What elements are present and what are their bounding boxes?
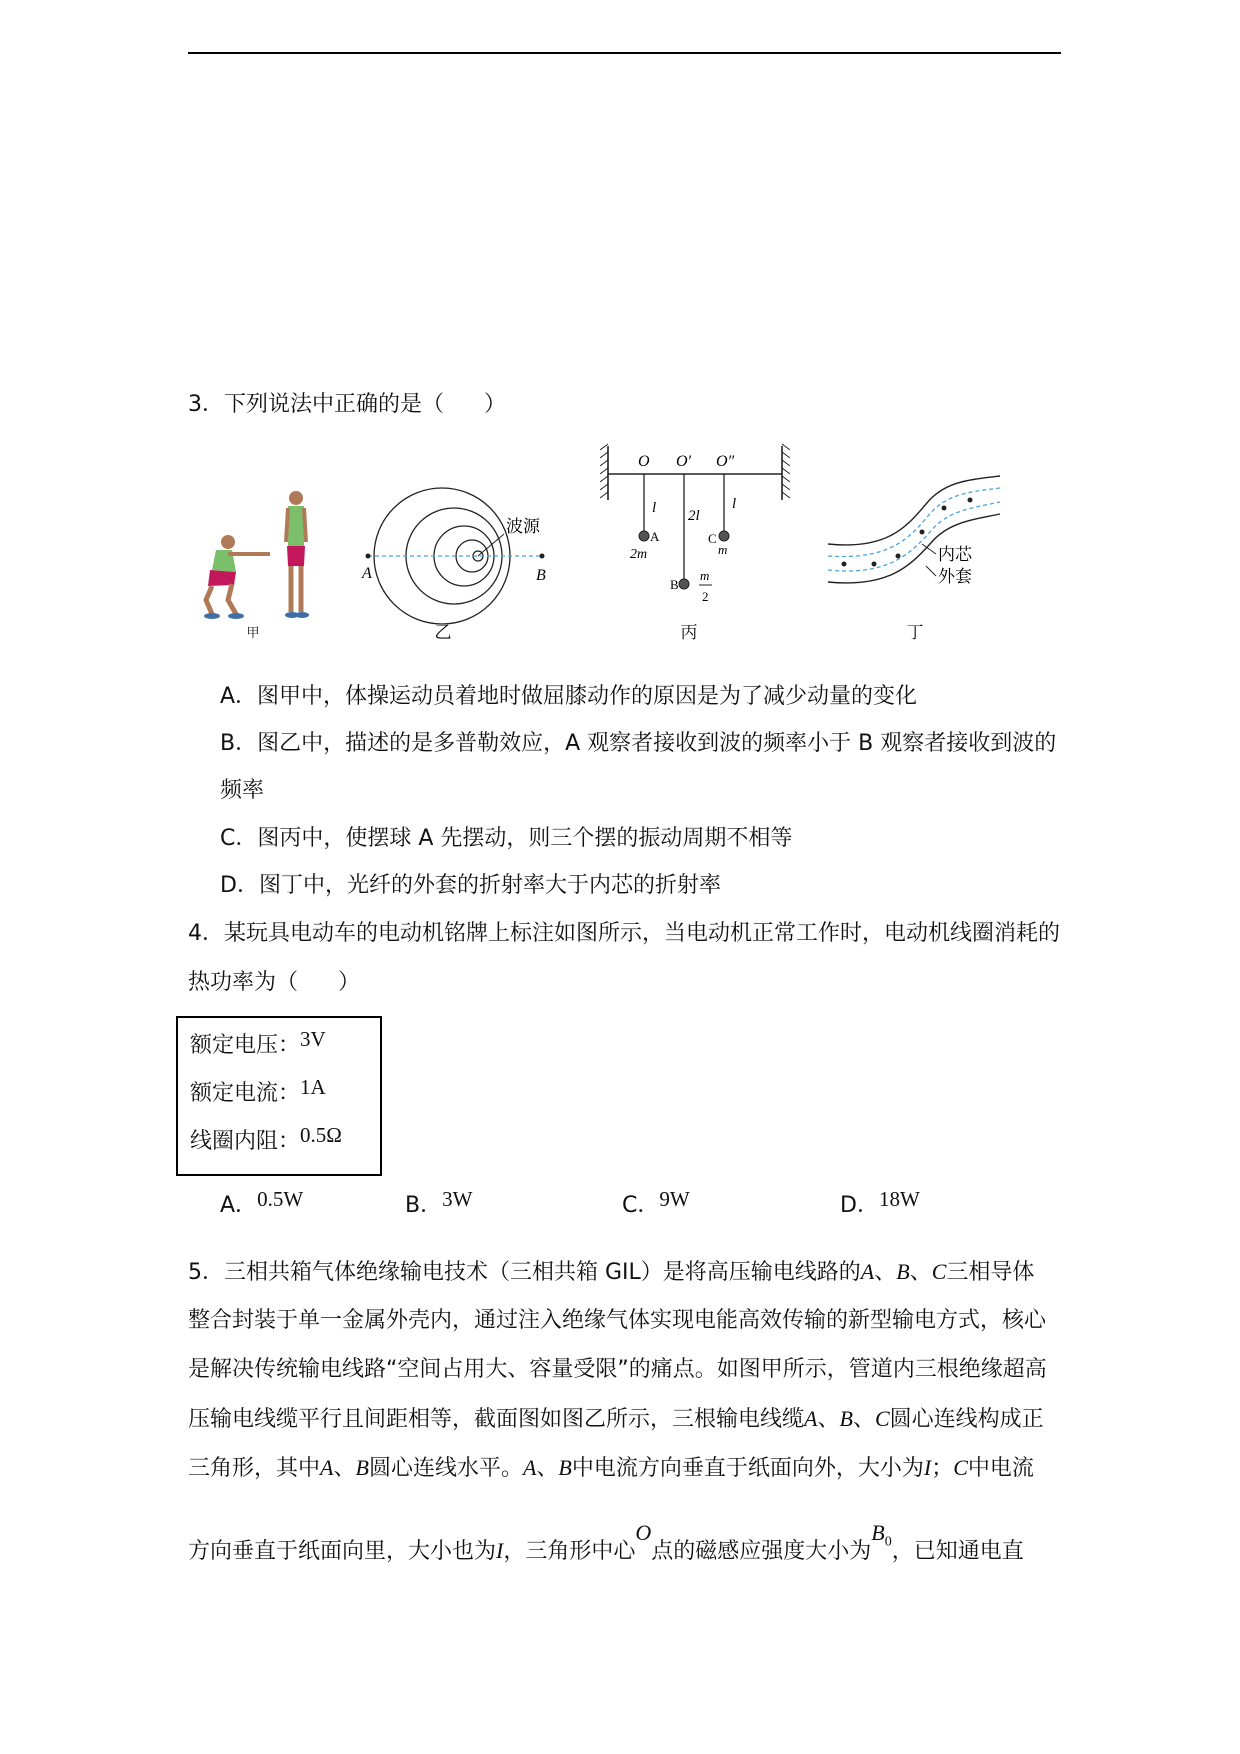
figure-ding-optical-fiber bbox=[826, 470, 1002, 600]
q3-stem bbox=[188, 390, 506, 420]
q5-var-c: C bbox=[931, 1259, 947, 1284]
q4-answer-b-value: 3W bbox=[442, 1187, 473, 1211]
q4-answer-a-label: A． bbox=[220, 1193, 258, 1218]
figure-yi-label-b: B bbox=[536, 567, 546, 584]
q5-line-4-var-a: A bbox=[804, 1406, 818, 1431]
figure-ding-core-label: 内芯 bbox=[938, 545, 972, 565]
q3-stem-close: ） bbox=[484, 392, 507, 417]
figure-bing-label-l1: l bbox=[652, 500, 657, 516]
figure-bing-label-a: A bbox=[650, 529, 660, 544]
q4-answer-c-label: C． bbox=[622, 1193, 660, 1218]
q5-line-6-var-b0 bbox=[871, 1520, 892, 1550]
nameplate-current bbox=[190, 1075, 326, 1109]
q4-answer-a bbox=[220, 1187, 304, 1221]
q5-line-6-var-b0-sub: 0 bbox=[884, 1534, 892, 1550]
q5-line-6-var-b0-base: B bbox=[871, 1520, 885, 1545]
q5-line-5-text-d: ； bbox=[931, 1456, 954, 1481]
q5-line-2: 整合封装于单一金属外壳内，通过注入绝缘气体实现电能高效传输的新型输电方式，核心 bbox=[188, 1308, 1047, 1333]
q4-answer-d bbox=[840, 1187, 920, 1221]
q3-option-d: D．图丁中，光纤的外套的折射率大于内芯的折射率 bbox=[220, 873, 721, 898]
q5-line-6-text-d: ，已知通电直 bbox=[891, 1539, 1024, 1564]
figure-jia-caption: 甲 bbox=[246, 626, 260, 641]
nameplate-resistance bbox=[190, 1123, 342, 1157]
figure-bing-label-2l: 2l bbox=[688, 508, 700, 524]
q3-stem-text: 3．下列说法中正确的是（ bbox=[188, 392, 444, 417]
figure-bing-label-m: m bbox=[718, 542, 728, 557]
q5-line-3: 是解决传统输电线路“空间占用大、容量受限”的痛点。如图甲所示，管道内三根绝缘超高 bbox=[188, 1357, 1047, 1382]
q5-var-b: B bbox=[896, 1259, 910, 1284]
q4-answer-d-value: 18W bbox=[878, 1187, 920, 1211]
q5-line-5-var-b2: B bbox=[558, 1455, 572, 1480]
q5-line-5-var-i: I bbox=[923, 1455, 932, 1480]
figure-yi-caption: 乙 bbox=[434, 623, 452, 643]
q4-answer-b-label: B． bbox=[405, 1193, 443, 1218]
figure-jia-athletes bbox=[188, 490, 318, 620]
figure-yi-label-a: A bbox=[362, 565, 372, 582]
q5-line-6-text-b: ，三角形中心 bbox=[503, 1539, 636, 1564]
q5-line-6-text-a: 方向垂直于纸面向里，大小也为 bbox=[188, 1539, 497, 1564]
figure-bing-caption: 丙 bbox=[680, 623, 698, 643]
motor-nameplate bbox=[176, 1016, 382, 1176]
figure-bing-label-l2: l bbox=[732, 496, 737, 512]
q5-line-5 bbox=[188, 1453, 1034, 1484]
q5-line-4-sep-1: 、 bbox=[817, 1407, 840, 1432]
q5-line-5-text-c: 中电流方向垂直于纸面向外，大小为 bbox=[571, 1456, 924, 1481]
q5-line-4-sep-2: 、 bbox=[852, 1407, 875, 1432]
q5-line-4 bbox=[188, 1404, 1044, 1435]
q4-answer-d-label: D． bbox=[840, 1193, 879, 1218]
q5-line-5-text-b: 圆心连线水平。 bbox=[368, 1456, 523, 1481]
q5-line-5-sep-2: 、 bbox=[536, 1456, 559, 1481]
q5-line-5-var-a2: A bbox=[522, 1455, 537, 1480]
q5-line-1 bbox=[188, 1257, 1034, 1288]
q5-line-4-var-b: B bbox=[839, 1406, 853, 1431]
q3-option-b: B．图乙中，描述的是多普勒效应，A 观察者接收到波的频率小于 B 观察者接收到波的 bbox=[220, 731, 1057, 756]
q5-line-5-sep-1: 、 bbox=[333, 1456, 356, 1481]
q5-line-5-var-b: B bbox=[355, 1455, 369, 1480]
nameplate-current-value: 1A bbox=[300, 1075, 326, 1099]
figure-yi-source-label: 波源 bbox=[506, 517, 540, 536]
nameplate-current-label: 额定电流： bbox=[190, 1081, 301, 1106]
q5-var-a: A bbox=[860, 1259, 875, 1284]
q4-answer-c-value: 9W bbox=[659, 1187, 690, 1211]
figure-bing-label-o-double-prime: O″ bbox=[716, 453, 735, 470]
nameplate-resistance-label: 线圈内阻： bbox=[190, 1129, 301, 1154]
nameplate-voltage-label: 额定电压： bbox=[190, 1033, 301, 1058]
figure-bing-label-m-num: m bbox=[700, 568, 710, 583]
figure-bing-pendulums bbox=[600, 440, 790, 620]
q5-line-5-text-a: 三角形，其中 bbox=[188, 1456, 321, 1481]
figure-bing-label-o-prime: O′ bbox=[676, 453, 692, 470]
q5-line-4-var-c: C bbox=[874, 1406, 890, 1431]
q5-line-6-var-i: I bbox=[496, 1538, 504, 1563]
figure-ding-caption: 丁 bbox=[906, 623, 924, 643]
q4-stem-close: ） bbox=[338, 970, 361, 995]
q5-line-6-text-c: 点的磁感应强度大小为 bbox=[651, 1539, 872, 1564]
q4-stem: 4．某玩具电动车的电动机铭牌上标注如图所示，当电动机正常工作时，电动机线圈消耗的 bbox=[188, 921, 1061, 946]
figure-bing-label-c: C bbox=[708, 531, 717, 546]
nameplate-voltage-value: 3V bbox=[300, 1027, 326, 1051]
q4-stem-cont-text: 热功率为（ bbox=[188, 970, 299, 995]
q5-line-5-var-a: A bbox=[320, 1455, 334, 1480]
q3-option-b-cont: 频率 bbox=[220, 778, 265, 803]
nameplate-resistance-value: 0.5Ω bbox=[300, 1123, 342, 1147]
q5-line-1-sep-1: 、 bbox=[874, 1260, 897, 1285]
header-rule bbox=[188, 52, 1061, 54]
q5-line-5-text-e: 中电流 bbox=[967, 1456, 1034, 1481]
q5-line-1-text-a: 5．三相共箱气体绝缘输电技术（三相共箱 GIL）是将高压输电线路的 bbox=[188, 1260, 861, 1285]
q3-option-a: A．图甲中，体操运动员着地时做屈膝动作的原因是为了减少动量的变化 bbox=[220, 684, 918, 709]
q4-answer-c bbox=[622, 1187, 690, 1221]
figure-bing-label-o: O bbox=[638, 453, 650, 470]
q4-answer-b bbox=[405, 1187, 473, 1221]
q5-line-4-text-b: 圆心连线构成正 bbox=[889, 1407, 1044, 1432]
figure-ding-sheath-label: 外套 bbox=[938, 567, 972, 587]
figure-bing-label-2m: 2m bbox=[630, 547, 648, 562]
q5-line-6-var-o: O bbox=[635, 1520, 652, 1545]
q5-line-4-text-a: 压输电线缆平行且间距相等，截面图如图乙所示，三根输电线缆 bbox=[188, 1407, 805, 1432]
nameplate-voltage bbox=[190, 1027, 326, 1061]
q5-line-1-sep-2: 、 bbox=[909, 1260, 932, 1285]
q5-line-5-var-c: C bbox=[953, 1455, 968, 1480]
q5-line-1-text-b: 三相导体 bbox=[946, 1260, 1035, 1285]
figure-yi-doppler bbox=[358, 480, 558, 630]
q5-line-6 bbox=[188, 1520, 1024, 1575]
q3-option-c: C．图丙中，使摆球 A 先摆动，则三个摆的振动周期不相等 bbox=[220, 826, 793, 851]
q4-stem-cont bbox=[188, 968, 360, 998]
figure-bing-label-b: B bbox=[670, 577, 679, 592]
figure-bing-label-m-den: 2 bbox=[702, 589, 709, 604]
q4-answer-a-value: 0.5W bbox=[257, 1187, 304, 1211]
